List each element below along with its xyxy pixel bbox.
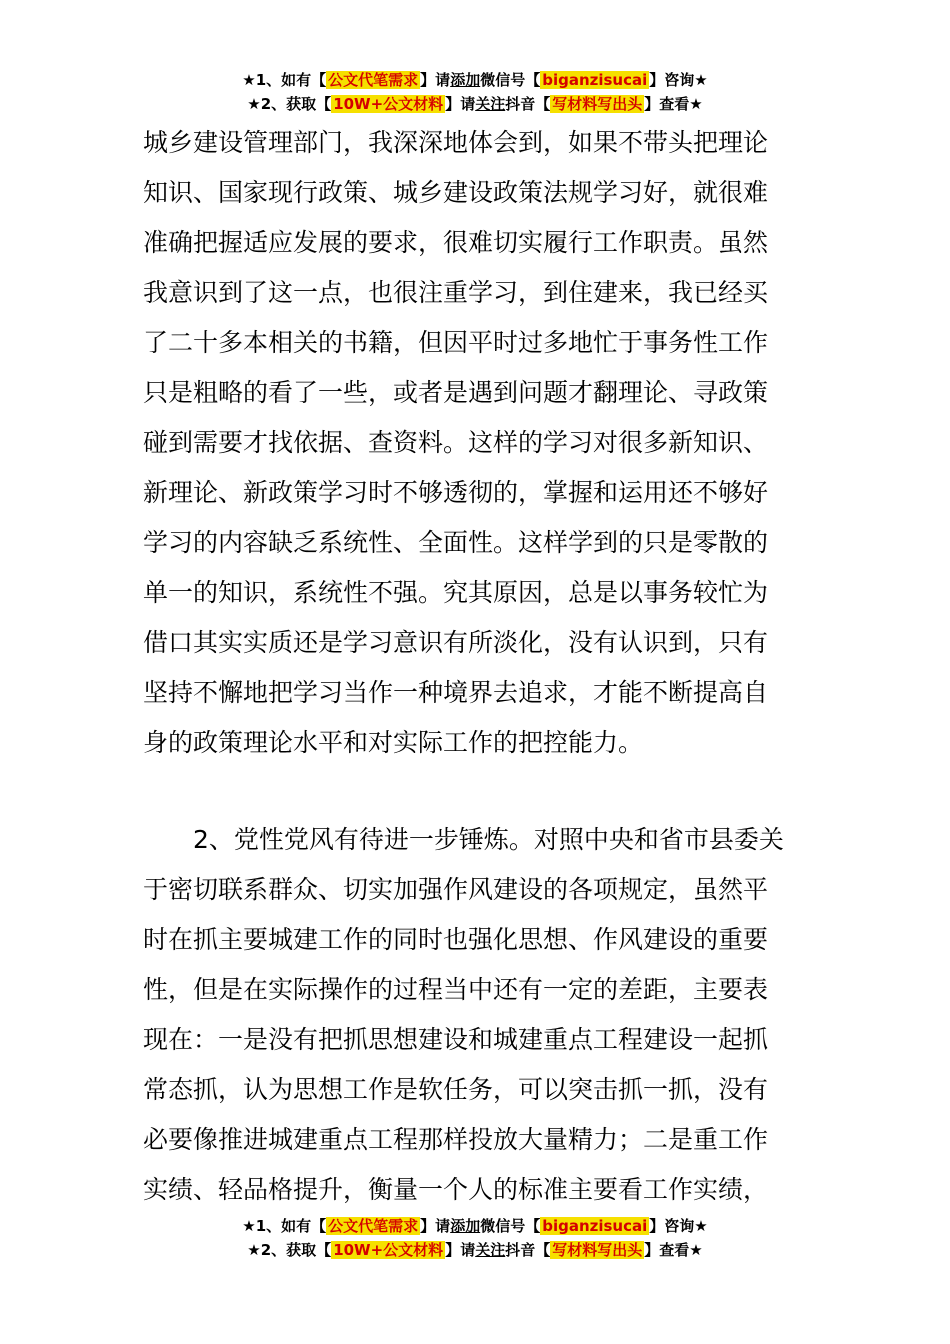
highlight-service: 公文代笔需求 xyxy=(328,1217,419,1235)
paragraph-2 xyxy=(143,815,807,1215)
text-line: 了二十多本相关的书籍，但因平时过多地忙于事务性工作 xyxy=(143,328,769,357)
highlight-materials: 10W+公文材料 xyxy=(333,95,444,113)
text-line: 准确把握适应发展的要求，很难切实履行工作职责。虽然 xyxy=(143,228,769,257)
banner-line-1: ★1、如有【 公文代笔需求 】请添加微信号【 biganzisucai 】咨询★ xyxy=(242,71,708,89)
text-line: 我意识到了这一点，也很注重学习，到住建来，我已经买 xyxy=(143,278,769,307)
text-line: 实绩、轻品格提升，衡量一个人的标准主要看工作实绩， xyxy=(143,1175,769,1204)
text-line: 城乡建设管理部门，我深深地体会到，如果不带头把理论 xyxy=(143,128,769,157)
banner-line-2: ★2、获取【 10W+公文材料 】请关注抖音【 写材料写出头 】查看★ xyxy=(247,1241,703,1259)
text-line: 知识、国家现行政策、城乡建设政策法规学习好，就很难 xyxy=(143,178,769,207)
text-line: 时在抓主要城建工作的同时也强化思想、作风建设的重要 xyxy=(143,925,769,954)
highlight-douyin-account: 写材料写出头 xyxy=(552,1241,643,1259)
highlight-douyin-account: 写材料写出头 xyxy=(552,95,643,113)
footer-banner xyxy=(0,1214,950,1262)
text-line: 只是粗略的看了一些，或者是遇到问题才翻理论、寻政策 xyxy=(143,378,769,407)
text-line: 新理论、新政策学习时不够透彻的，掌握和运用还不够好 xyxy=(143,478,769,507)
banner-line-1: ★1、如有【 公文代笔需求 】请添加微信号【 biganzisucai 】咨询★ xyxy=(242,1217,708,1235)
text-line: 常态抓，认为思想工作是软任务，可以突击抓一抓，没有 xyxy=(143,1075,769,1104)
text-line: 必要像推进城建重点工程那样投放大量精力；二是重工作 xyxy=(143,1125,769,1154)
highlight-wechat-id: biganzisucai xyxy=(542,71,648,89)
highlight-materials: 10W+公文材料 xyxy=(333,1241,444,1259)
text-line: 2、党性党风有待进一步锤炼。对照中央和省市县委关 xyxy=(143,825,784,854)
text-line: 单一的知识，系统性不强。究其原因，总是以事务较忙为 xyxy=(143,578,769,607)
paragraph-1 xyxy=(143,118,807,768)
text-line: 借口其实实质还是学习意识有所淡化，没有认识到，只有 xyxy=(143,628,769,657)
text-line: 身的政策理论水平和对实际工作的把控能力。 xyxy=(143,728,644,757)
header-banner xyxy=(0,68,950,116)
text-line: 坚持不懈地把学习当作一种境界去追求，才能不断提高自 xyxy=(143,678,769,707)
highlight-wechat-id: biganzisucai xyxy=(542,1217,648,1235)
text-line: 现在：一是没有把抓思想建设和城建重点工程建设一起抓 xyxy=(143,1025,769,1054)
text-line: 于密切联系群众、切实加强作风建设的各项规定，虽然平 xyxy=(143,875,769,904)
banner-line-2: ★2、获取【 10W+公文材料 】请关注抖音【 写材料写出头 】查看★ xyxy=(247,95,703,113)
highlight-service: 公文代笔需求 xyxy=(328,71,419,89)
text-line: 学习的内容缺乏系统性、全面性。这样学到的只是零散的 xyxy=(143,528,769,557)
text-line: 碰到需要才找依据、查资料。这样的学习对很多新知识、 xyxy=(143,428,769,457)
text-line: 性，但是在实际操作的过程当中还有一定的差距，主要表 xyxy=(143,975,769,1004)
